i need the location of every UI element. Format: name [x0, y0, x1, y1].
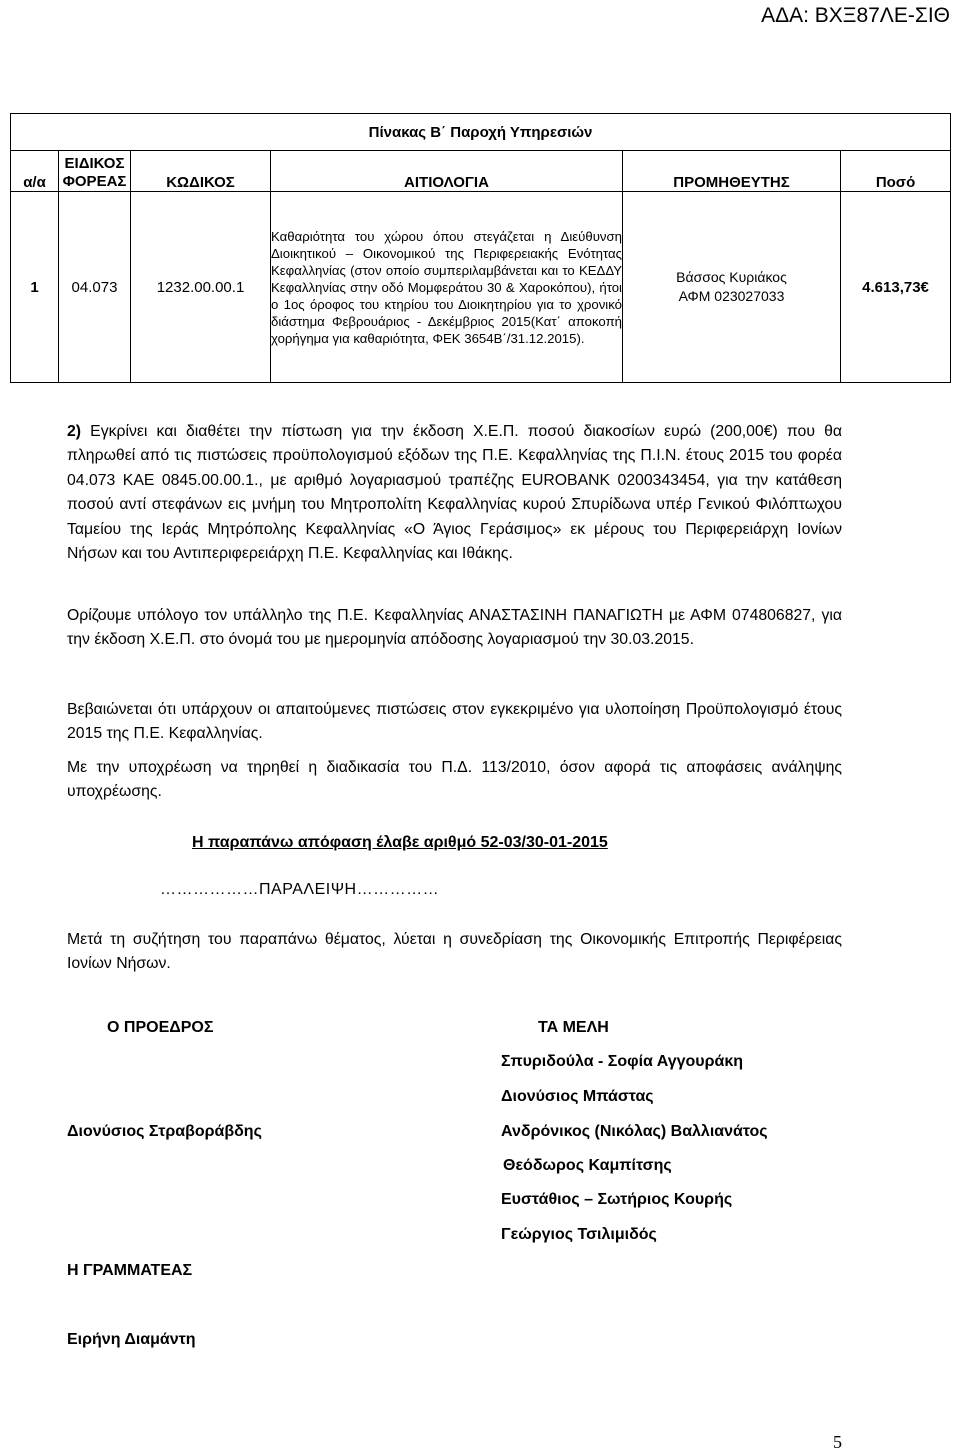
supplier-afm: ΑΦΜ 023027033: [678, 288, 785, 304]
header-promitheftis: ΠΡΟΜΗΘΕΥΤΗΣ: [623, 151, 841, 192]
cell-aitiologia: Καθαριότητα του χώρου όπου στεγάζεται η Διεύθυνση Διοικητικού – Οικονομικού της Περιφερειακής Ενότητας Κεφαλληνίας (στον οποίο συμπεριλαμβάνεται και το ΚΕΔΔΥ Κεφαλληνίας στην οδό Μομφεράτου 30 & Χαροκόπου), ήτοι ο 1ος όροφος του κτηρίου του Διοικητηρίου για το χρονικό διάστημα Φεβρουάριος - Δεκέμβριος 2015(Κατ΄ αποκοπή χορήγημα για καθαριότητα, ΦΕΚ 3654Β΄/31.12.2015).: [271, 192, 623, 383]
member-name: Σπυριδούλα - Σοφία Αγγουράκη: [501, 1053, 744, 1070]
cell-poso: 4.613,73€: [841, 192, 951, 383]
approval-text: Εγκρίνει και διαθέτει την πίστωση για την έκδοση Χ.Ε.Π. ποσού διακοσίων ευρώ (200,00€) που θα πληρωθεί από τις πιστώσεις προϋπολογισμού εξόδων της Π.Ε. Κεφαλληνίας της Π.Ι.Ν. έτους 2015 του φορέα 04.073 ΚΑΕ 0845.00.00.1., με αριθμό λογαριασμού τραπέζης EUROBANK 0200343454, για την κατάθεση ποσού αντί στεφάνων εις μνήμη του Μητροπολίτη Κεφαλληνίας κυρού Σπυρίδωνα υπέρ Γενικού Φιλόπτωχου Ταμείου της Ιεράς Μητρόπολης Κεφαλληνίας «Ο Άγιος Γεράσιμος» εκ μέρους του Περιφερειάρχη Ιονίων Νήσων και του Αντιπεριφερειάρχη Π.Ε. Κεφαλληνίας και Ιθάκης.: [67, 423, 842, 563]
header-aa: α/α: [11, 151, 59, 192]
paragraph-approval: [67, 420, 842, 566]
president-title: Ο ΠΡΟΕΔΡΟΣ: [107, 1019, 214, 1036]
ada-code: ΑΔΑ: ΒΧΞ87ΛΕ-ΣΙΘ: [761, 4, 950, 27]
secretary-title: Η ΓΡΑΜΜΑΤΕΑΣ: [67, 1262, 193, 1279]
header-kodikos: ΚΩΔΙΚΟΣ: [131, 151, 271, 192]
supplier-name: Βάσσος Κυριάκος: [676, 269, 787, 285]
member-name: Διονύσιος Μπάστας: [501, 1088, 654, 1105]
cell-kodikos: 1232.00.00.1: [131, 192, 271, 383]
item-number: 2): [67, 423, 82, 440]
cell-foreas: 04.073: [59, 192, 131, 383]
president-name: Διονύσιος Στραβοράβδης: [67, 1123, 262, 1140]
table-row: [11, 192, 951, 383]
paragraph-accountable: Ορίζουμε υπόλογο τον υπάλληλο της Π.Ε. Κεφαλληνίας ΑΝΑΣΤΑΣΙΝΗ ΠΑΝΑΓΙΩΤΗ με ΑΦΜ 074806827, για την έκδοση Χ.Ε.Π. στο όνομά του με ημερομηνία απόδοσης λογαριασμού την 30.03.2015.: [67, 607, 842, 649]
paragraph-closing: Μετά τη συζήτηση του παραπάνω θέματος, λύεται η συνεδρίαση της Οικονομικής Επιτροπής Περιφέρειας Ιονίων Νήσων.: [67, 931, 842, 973]
paragraph-obligation: Με την υποχρέωση να τηρηθεί η διαδικασία του Π.Δ. 113/2010, όσον αφορά τις αποφάσεις ανάληψης υποχρέωσης.: [67, 759, 842, 801]
paragraph-credit-confirmation: Βεβαιώνεται ότι υπάρχουν οι απαιτούμενες πιστώσεις στον εγκεκριμένο για υλοποίηση Προϋπολογισμό έτους 2015 της Π.Ε. Κεφαλληνίας.: [67, 701, 842, 743]
secretary-name: Ειρήνη Διαμάντη: [67, 1331, 196, 1348]
members-title: ΤΑ ΜΕΛΗ: [538, 1019, 609, 1036]
header-aitiologia: ΑΙΤΙΟΛΟΓΙΑ: [271, 151, 623, 192]
header-poso: Ποσό: [841, 151, 951, 192]
decision-number: Η παραπάνω απόφαση έλαβε αριθμό 52-03/30-01-2015: [192, 834, 608, 851]
member-name: Θεόδωρος Καμπίτσης: [503, 1157, 672, 1174]
member-name: Γεώργιος Τσιλιμιδός: [501, 1226, 657, 1243]
page-number: 5: [833, 1432, 842, 1452]
table-title: Πίνακας Β΄ Παροχή Υπηρεσιών: [11, 114, 951, 151]
member-name: Ευστάθιος – Σωτήριος Κουρής: [501, 1191, 733, 1208]
cell-aa: 1: [11, 192, 59, 383]
member-name: Ανδρόνικος (Νικόλας) Βαλλιανάτος: [501, 1123, 768, 1140]
services-table: [10, 113, 951, 383]
header-foreas: ΕΙΔΙΚΟΣ ΦΟΡΕΑΣ: [59, 151, 131, 192]
omission-marker: ………………ΠΑΡΑΛΕΙΨΗ……………: [160, 881, 440, 898]
cell-promitheftis: [623, 192, 841, 383]
